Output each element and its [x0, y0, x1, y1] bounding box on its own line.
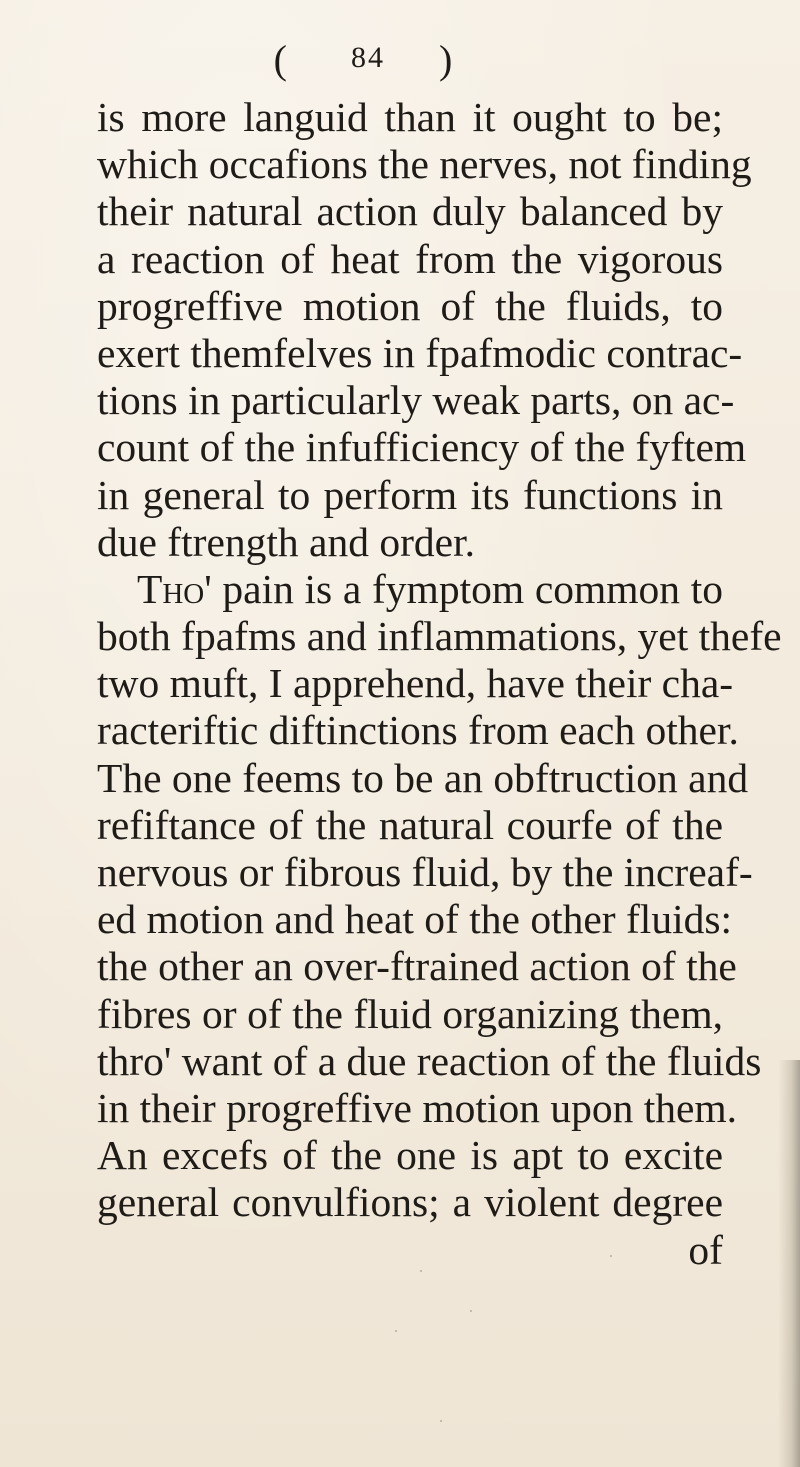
body-text	[97, 94, 782, 1274]
text-line-rest: pain is a fymptom common to	[222, 565, 723, 612]
text-line: is more languid than it ought to be;	[97, 94, 723, 140]
text-line: racteriftic diftinctions from each other.	[97, 707, 739, 754]
paper-speck	[440, 1420, 442, 1422]
text-line: refiftance of the natural courfe of the	[97, 801, 723, 848]
text-line: in general to perform its functions in	[97, 471, 723, 518]
text-line: both fpafms and inflammations, yet thefe	[97, 613, 782, 660]
text-line: The one feems to be an obftruction and	[97, 754, 749, 801]
paragraph-lead-word: Tho'	[137, 565, 212, 612]
text-line: the other an over-ftrained action of the	[97, 943, 737, 990]
page-edge-shadow	[778, 1060, 800, 1467]
text-line: thro' want of a due reaction of the fluids	[97, 1037, 762, 1084]
text-line: exert themfelves in fpafmodic contrac-	[97, 329, 743, 376]
page-number: 84	[351, 41, 385, 74]
text-line: count of the infufficiency of the fyftem	[97, 424, 747, 471]
paper-speck	[470, 1310, 472, 1312]
text-line: which occafions the nerves, not finding	[97, 141, 752, 188]
text-line: An excefs of the one is apt to excite	[97, 1132, 723, 1179]
text-line: fibres or of the fluid organizing them,	[97, 990, 723, 1037]
page-header	[0, 36, 764, 83]
text-line: nervous or fibrous fluid, by the increaf-	[97, 849, 753, 895]
text-line: progreffive motion of the fluids, to	[97, 282, 723, 329]
paper-speck	[610, 1255, 612, 1257]
paper-speck	[420, 1270, 422, 1272]
text-line: in their progreffive motion upon them.	[97, 1084, 738, 1131]
text-line: two muft, I apprehend, have their cha-	[97, 660, 734, 707]
paper-speck	[395, 1330, 397, 1332]
header-open-paren: (	[273, 37, 289, 82]
text-line: due ftrength and order.	[97, 518, 475, 565]
text-line: general convulfions; a violent degree	[97, 1179, 723, 1226]
text-line: a reaction of heat from the vigorous	[97, 235, 723, 282]
text-line: ed motion and heat of the other fluids:	[97, 896, 733, 943]
catchword: of	[688, 1226, 723, 1273]
header-close-paren: )	[439, 37, 455, 82]
text-line: tions in particularly weak parts, on ac-	[97, 377, 735, 424]
paragraph-start-line	[97, 566, 723, 613]
text-line: their natural action duly balanced by	[97, 188, 723, 235]
